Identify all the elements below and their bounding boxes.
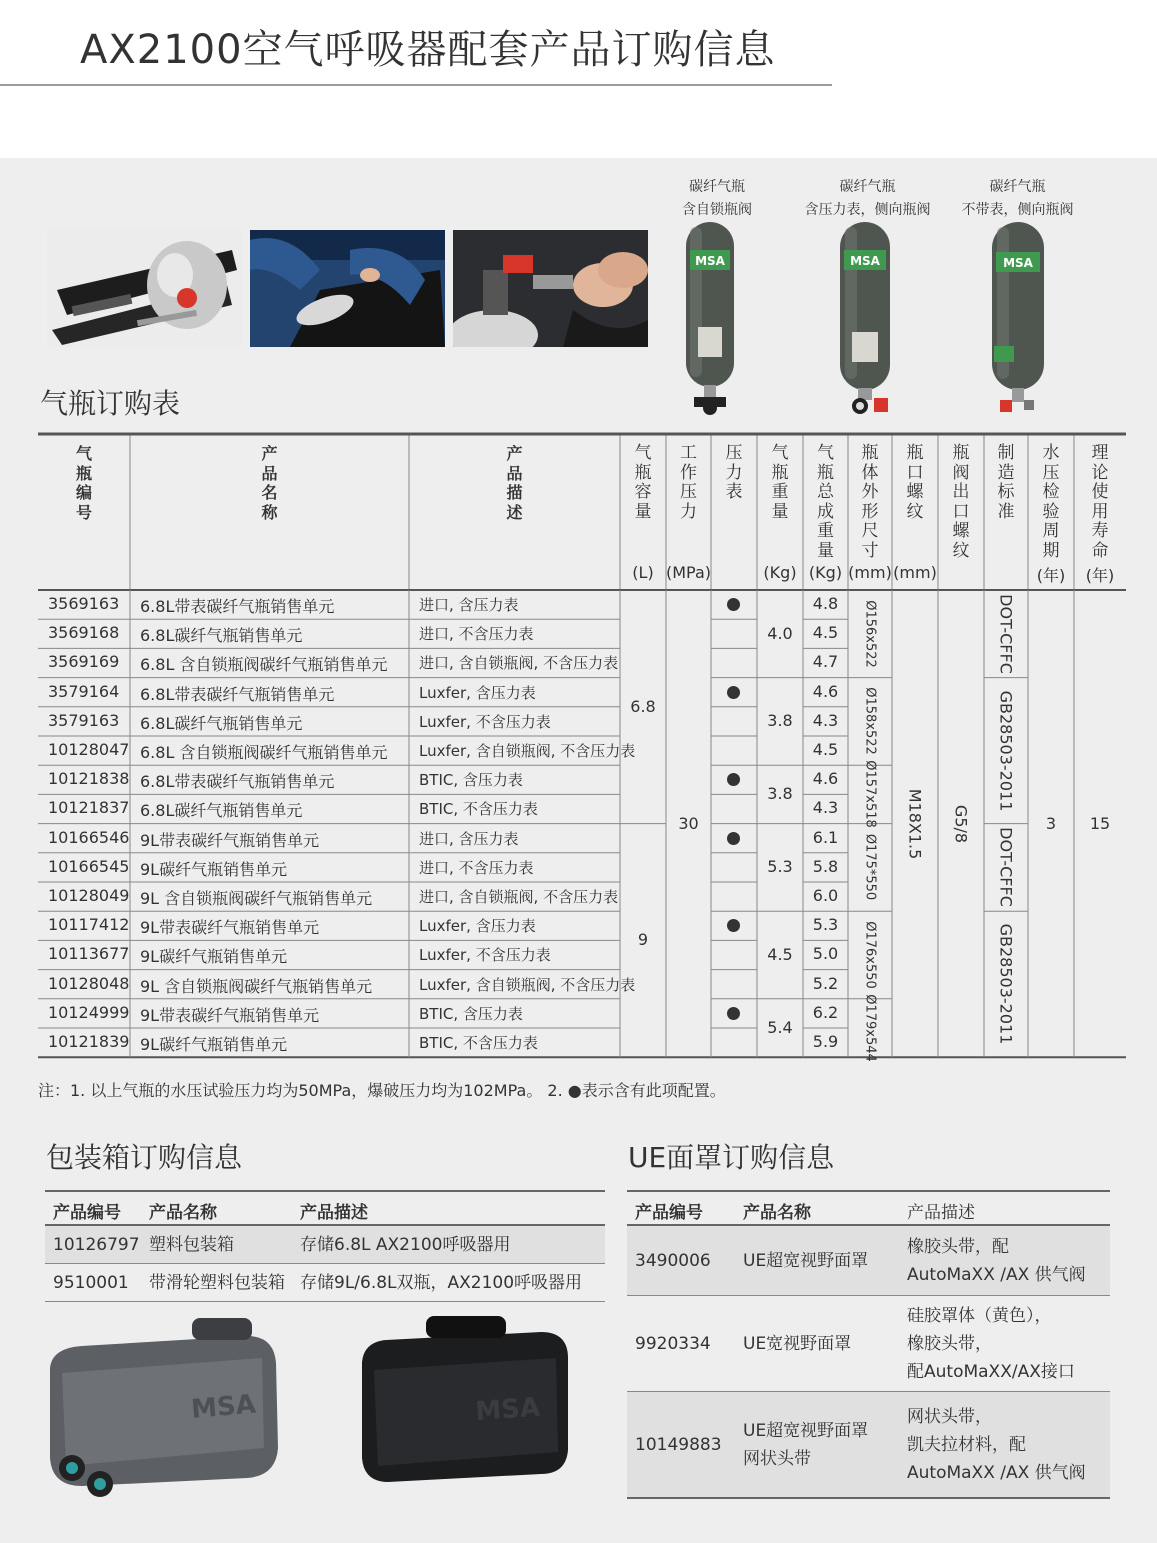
mask-row-2-name-0: UE超宽视野面罩 — [743, 1421, 869, 1441]
row-2-desc: 进口, 含自锁瓶阀, 不含压力表 — [419, 654, 619, 673]
merged-capacity-0: 6.8 — [630, 696, 656, 716]
mask-row-0-rule — [627, 1295, 1110, 1296]
packing-photo — [250, 230, 445, 347]
row-3-desc: Luxfer, 含压力表 — [419, 683, 536, 702]
row-5-desc: Luxfer, 含自锁瓶阀, 不含压力表 — [419, 742, 636, 760]
mask-row-2-rule — [627, 1497, 1110, 1499]
row-8-name: 9L带表碳纤气瓶销售单元 — [140, 830, 320, 850]
cylinder-self-lock-icon — [680, 222, 740, 417]
header-desc-text: 产品描述 — [506, 444, 523, 522]
row-11-code: 10117412 — [48, 915, 130, 935]
row-4-total: 4.3 — [812, 710, 839, 730]
header-dimension — [848, 444, 892, 561]
row-4-name: 6.8L碳纤气瓶销售单元 — [140, 713, 303, 733]
row-12-desc: Luxfer, 不含压力表 — [419, 946, 551, 965]
merged-dimension-3: Ø175*550 — [862, 834, 878, 901]
header-outlet-text: 瓶阀出口螺纹 — [952, 443, 970, 561]
row-14-code: 10124999 — [48, 1002, 130, 1022]
box-row-0-name: 塑料包装箱 — [149, 1235, 234, 1255]
box-order-table — [45, 1190, 605, 1302]
row-12-code: 10113677 — [48, 944, 130, 964]
merged-life-0: 15 — [1089, 813, 1111, 833]
header-life-text: 理论使用寿命 — [1091, 443, 1109, 561]
mask-header-2: 产品描述 — [907, 1203, 975, 1223]
mask-row-2-desc-1: 凯夫拉材料，配 — [907, 1435, 1026, 1455]
header-weight-unit: (Kg) — [763, 563, 797, 582]
mask-row-0-code: 3490006 — [635, 1251, 711, 1271]
row-14-gauge-dot — [727, 1007, 740, 1020]
case-brand-1: MSA — [189, 1389, 258, 1425]
table-note: 注：1. 以上气瓶的水压试验压力均为50MPa，爆破压力均为102MPa。 2. ●表示含有此项配置。 — [38, 1081, 726, 1100]
row-5-name: 6.8L 含自锁瓶阀碳纤气瓶销售单元 — [140, 743, 388, 762]
mask-table-title: UE面罩订购信息 — [628, 1141, 835, 1174]
mask-row-1-name-0: UE宽视野面罩 — [743, 1334, 852, 1354]
cylinder-table-title: 气瓶订购表 — [40, 387, 181, 420]
header-pressure-text: 工作压力 — [680, 443, 697, 522]
merged-thread-0: M18X1.5 — [905, 788, 925, 859]
row-12-name: 9L碳纤气瓶销售单元 — [140, 947, 288, 967]
merged-test-cycle-0: 3 — [1045, 813, 1057, 833]
box-header-2: 产品描述 — [300, 1203, 368, 1223]
header-test-cycle-unit: (年) — [1036, 566, 1066, 585]
mask-table-top-rule — [627, 1190, 1110, 1192]
row-7-total: 4.3 — [812, 798, 839, 818]
cylinder-with-gauge-icon — [836, 222, 896, 417]
mask-row-2-desc-0: 网状头带， — [907, 1407, 992, 1427]
merged-weight-1: 3.8 — [767, 711, 793, 731]
row-0-name: 6.8L带表碳纤气瓶销售单元 — [140, 597, 335, 616]
row-7-desc: BTIC, 不含压力表 — [419, 800, 538, 819]
row-8-desc: 进口, 含压力表 — [419, 829, 519, 848]
mask-row-2-code: 10149883 — [635, 1435, 722, 1455]
header-thread — [892, 444, 938, 522]
merged-standard-0: DOT-CFFC — [996, 593, 1016, 674]
valve-photo — [453, 230, 648, 347]
mask-row-0-desc-1: AutoMaXX /AX 供气阀 — [907, 1265, 1086, 1285]
header-dimension-unit: (mm) — [848, 563, 892, 582]
merged-weight-0: 4.0 — [767, 623, 793, 643]
row-11-name: 9L带表碳纤气瓶销售单元 — [140, 918, 320, 938]
row-7-code: 10121837 — [48, 798, 130, 818]
row-2-code: 3569169 — [48, 652, 120, 672]
row-11-total: 5.3 — [812, 915, 839, 935]
cylinder-label-2-line1: 碳纤气瓶 — [839, 179, 896, 195]
box-row-1-code: 9510001 — [53, 1273, 129, 1293]
cylinder-label-1 — [673, 176, 761, 222]
row-7-name: 6.8L碳纤气瓶销售单元 — [140, 801, 303, 821]
header-name-text: 产品名称 — [261, 444, 278, 522]
row-1-code: 3569168 — [48, 623, 120, 643]
row-9-desc: 进口, 不含压力表 — [419, 858, 534, 877]
header-gauge — [711, 444, 757, 503]
header-capacity-text: 气瓶容量 — [634, 443, 652, 522]
row-15-name: 9L碳纤气瓶销售单元 — [140, 1035, 288, 1054]
row-0-gauge-dot — [727, 598, 740, 611]
box-header-0: 产品编号 — [53, 1203, 121, 1223]
mask-row-1-desc-0: 硅胶罩体（黄色）， — [907, 1306, 1052, 1326]
header-test-cycle-text: 水压检验周期 — [1042, 443, 1060, 561]
merged-weight-3: 5.3 — [767, 857, 793, 877]
mask-order-table — [627, 1190, 1110, 1500]
row-6-desc: BTIC, 含压力表 — [419, 771, 523, 790]
merged-outlet-0: G5/8 — [951, 804, 971, 843]
header-thread-unit: (mm) — [893, 563, 937, 582]
header-thread-text: 瓶口螺纹 — [906, 443, 924, 522]
box-header-1: 产品名称 — [149, 1203, 217, 1223]
box-row-0-rule — [45, 1263, 605, 1264]
row-0-total: 4.8 — [812, 594, 839, 613]
mask-row-2-name-1: 网状头带 — [743, 1449, 811, 1469]
box-row-0-desc: 存储6.8L AX2100呼吸器用 — [300, 1235, 511, 1255]
mask-row-1-desc-1: 橡胶头带， — [907, 1334, 992, 1354]
header-code-text: 气瓶编号 — [75, 444, 92, 522]
row-10-desc: 进口, 含自锁瓶阀, 不含压力表 — [419, 888, 619, 906]
row-3-name: 6.8L带表碳纤气瓶销售单元 — [140, 684, 335, 704]
row-1-desc: 进口, 不含压力表 — [419, 625, 534, 644]
row-13-code: 10128048 — [48, 973, 130, 993]
row-11-desc: Luxfer, 含压力表 — [419, 917, 536, 936]
header-code — [38, 444, 130, 522]
merged-dimension-1: Ø158x522 — [862, 687, 878, 756]
header-gauge-text: 压力表 — [725, 443, 743, 502]
cylinder-brand-3: MSA — [1003, 256, 1033, 270]
header-life — [1074, 444, 1126, 561]
header-weight — [757, 444, 803, 522]
row-3-code: 3579164 — [48, 681, 120, 701]
row-10-code: 10128049 — [48, 886, 130, 905]
header-outlet — [938, 444, 984, 561]
harness-photo — [47, 230, 242, 347]
page-title: AX2100空气呼吸器配套产品订购信息 — [80, 27, 776, 73]
cylinder-label-1-line1: 碳纤气瓶 — [689, 179, 745, 195]
merged-standard-1: GB28503-2011 — [996, 690, 1016, 811]
row-14-desc: BTIC, 含压力表 — [419, 1004, 523, 1023]
row-15-code: 10121839 — [48, 1032, 130, 1051]
header-standard-text: 制造标准 — [997, 443, 1015, 522]
row-6-name: 6.8L带表碳纤气瓶销售单元 — [140, 772, 335, 792]
header-test-cycle — [1028, 444, 1074, 561]
row-5-code: 10128047 — [48, 740, 130, 759]
row-13-desc: Luxfer, 含自锁瓶阀, 不含压力表 — [419, 975, 636, 994]
row-9-code: 10166545 — [48, 856, 130, 876]
mask-row-0-desc-0: 橡胶头带，配 — [907, 1237, 1009, 1257]
box-row-1-rule — [45, 1301, 605, 1302]
merged-weight-4: 4.5 — [767, 945, 793, 964]
mask-row-1-desc-2: 配AutoMaXX/AX接口 — [907, 1362, 1075, 1382]
header-standard — [984, 444, 1028, 522]
row-10-total: 6.0 — [812, 886, 839, 905]
row-8-gauge-dot — [727, 832, 740, 845]
row-9-total: 5.8 — [812, 856, 839, 876]
header-desc — [409, 444, 620, 522]
row-0-code: 3569163 — [48, 594, 120, 613]
merged-standard-2: DOT-CFFC — [996, 827, 1016, 908]
row-15-total: 5.9 — [812, 1032, 839, 1051]
row-14-name: 9L带表碳纤气瓶销售单元 — [140, 1005, 320, 1025]
cylinder-brand-1: MSA — [695, 254, 725, 268]
row-6-total: 4.6 — [812, 769, 839, 789]
cylinder-label-2-line2: 含压力表，侧向瓶阀 — [804, 202, 931, 218]
header-weight-text: 气瓶重量 — [771, 443, 789, 522]
merged-capacity-1: 9 — [637, 930, 649, 950]
merged-weight-2: 3.8 — [767, 784, 793, 804]
mask-header-0: 产品编号 — [635, 1203, 703, 1223]
plastic-case-image — [356, 1312, 572, 1488]
row-10-name: 9L 含自锁瓶阀碳纤气瓶销售单元 — [140, 889, 373, 908]
cylinder-label-3 — [955, 176, 1080, 222]
mask-header-1: 产品名称 — [743, 1203, 811, 1223]
header-name — [130, 444, 409, 522]
cylinder-label-3-line1: 碳纤气瓶 — [989, 179, 1046, 195]
row-2-name: 6.8L 含自锁瓶阀碳纤气瓶销售单元 — [140, 655, 388, 675]
header-pressure-unit: (MPa) — [666, 563, 712, 582]
merged-dimension-4: Ø176x550 — [862, 921, 878, 989]
mask-row-0-name-0: UE超宽视野面罩 — [743, 1251, 869, 1271]
row-1-total: 4.5 — [812, 623, 839, 643]
wheeled-case-image — [42, 1318, 282, 1500]
row-0-desc: 进口, 含压力表 — [419, 596, 519, 614]
header-life-unit: (年) — [1085, 566, 1115, 585]
row-6-code: 10121838 — [48, 769, 130, 789]
row-8-total: 6.1 — [812, 827, 839, 847]
header-pressure — [666, 444, 711, 522]
cylinder-brand-2: MSA — [850, 254, 880, 268]
header-dimension-text: 瓶体外形尺寸 — [861, 443, 879, 561]
cylinder-label-2 — [795, 176, 940, 222]
cylinder-label-3-line2: 不带表，侧向瓶阀 — [961, 202, 1074, 218]
header-total-weight-text: 气瓶总成重量 — [817, 443, 834, 561]
box-row-1-name: 带滑轮塑料包装箱 — [149, 1273, 285, 1293]
merged-dimension-5: Ø179x544 — [862, 994, 878, 1062]
row-13-name: 9L 含自锁瓶阀碳纤气瓶销售单元 — [140, 976, 373, 996]
box-table-title: 包装箱订购信息 — [46, 1141, 243, 1174]
row-14-total: 6.2 — [812, 1002, 839, 1022]
row-9-name: 9L碳纤气瓶销售单元 — [140, 859, 288, 879]
title-underline — [0, 84, 832, 86]
header-total-weight — [803, 444, 848, 561]
merged-dimension-2: Ø157x518 — [862, 760, 878, 829]
merged-pressure-0: 30 — [678, 813, 699, 833]
merged-standard-3: GB28503-2011 — [996, 923, 1016, 1045]
row-8-code: 10166546 — [48, 827, 130, 847]
header-capacity — [620, 444, 666, 522]
row-5-total: 4.5 — [812, 740, 839, 759]
mask-row-2-desc-2: AutoMaXX /AX 供气阀 — [907, 1463, 1086, 1483]
header-total-weight-unit: (Kg) — [808, 563, 843, 582]
merged-dimension-0: Ø156x522 — [862, 600, 878, 668]
row-15-desc: BTIC, 不含压力表 — [419, 1034, 538, 1052]
row-2-total: 4.7 — [812, 652, 839, 672]
row-4-desc: Luxfer, 不含压力表 — [419, 712, 551, 731]
row-12-total: 5.0 — [812, 944, 839, 964]
box-row-0-code: 10126797 — [53, 1235, 140, 1255]
row-13-total: 5.2 — [812, 973, 839, 993]
box-row-1-desc: 存储9L/6.8L双瓶，AX2100呼吸器用 — [300, 1273, 583, 1293]
header-capacity-unit: (L) — [632, 563, 654, 582]
cylinder-no-gauge-icon — [988, 222, 1048, 417]
cylinder-order-table — [38, 432, 1126, 1060]
box-table-top-rule — [45, 1190, 605, 1192]
row-1-name: 6.8L碳纤气瓶销售单元 — [140, 626, 303, 646]
mask-row-1-code: 9920334 — [635, 1334, 711, 1354]
row-4-code: 3579163 — [48, 710, 120, 730]
merged-weight-5: 5.4 — [767, 1018, 793, 1037]
case-brand-2: MSA — [474, 1392, 542, 1427]
row-3-total: 4.6 — [812, 681, 839, 701]
row-3-gauge-dot — [727, 686, 740, 699]
cylinder-label-1-line2: 含自锁瓶阀 — [682, 202, 752, 218]
